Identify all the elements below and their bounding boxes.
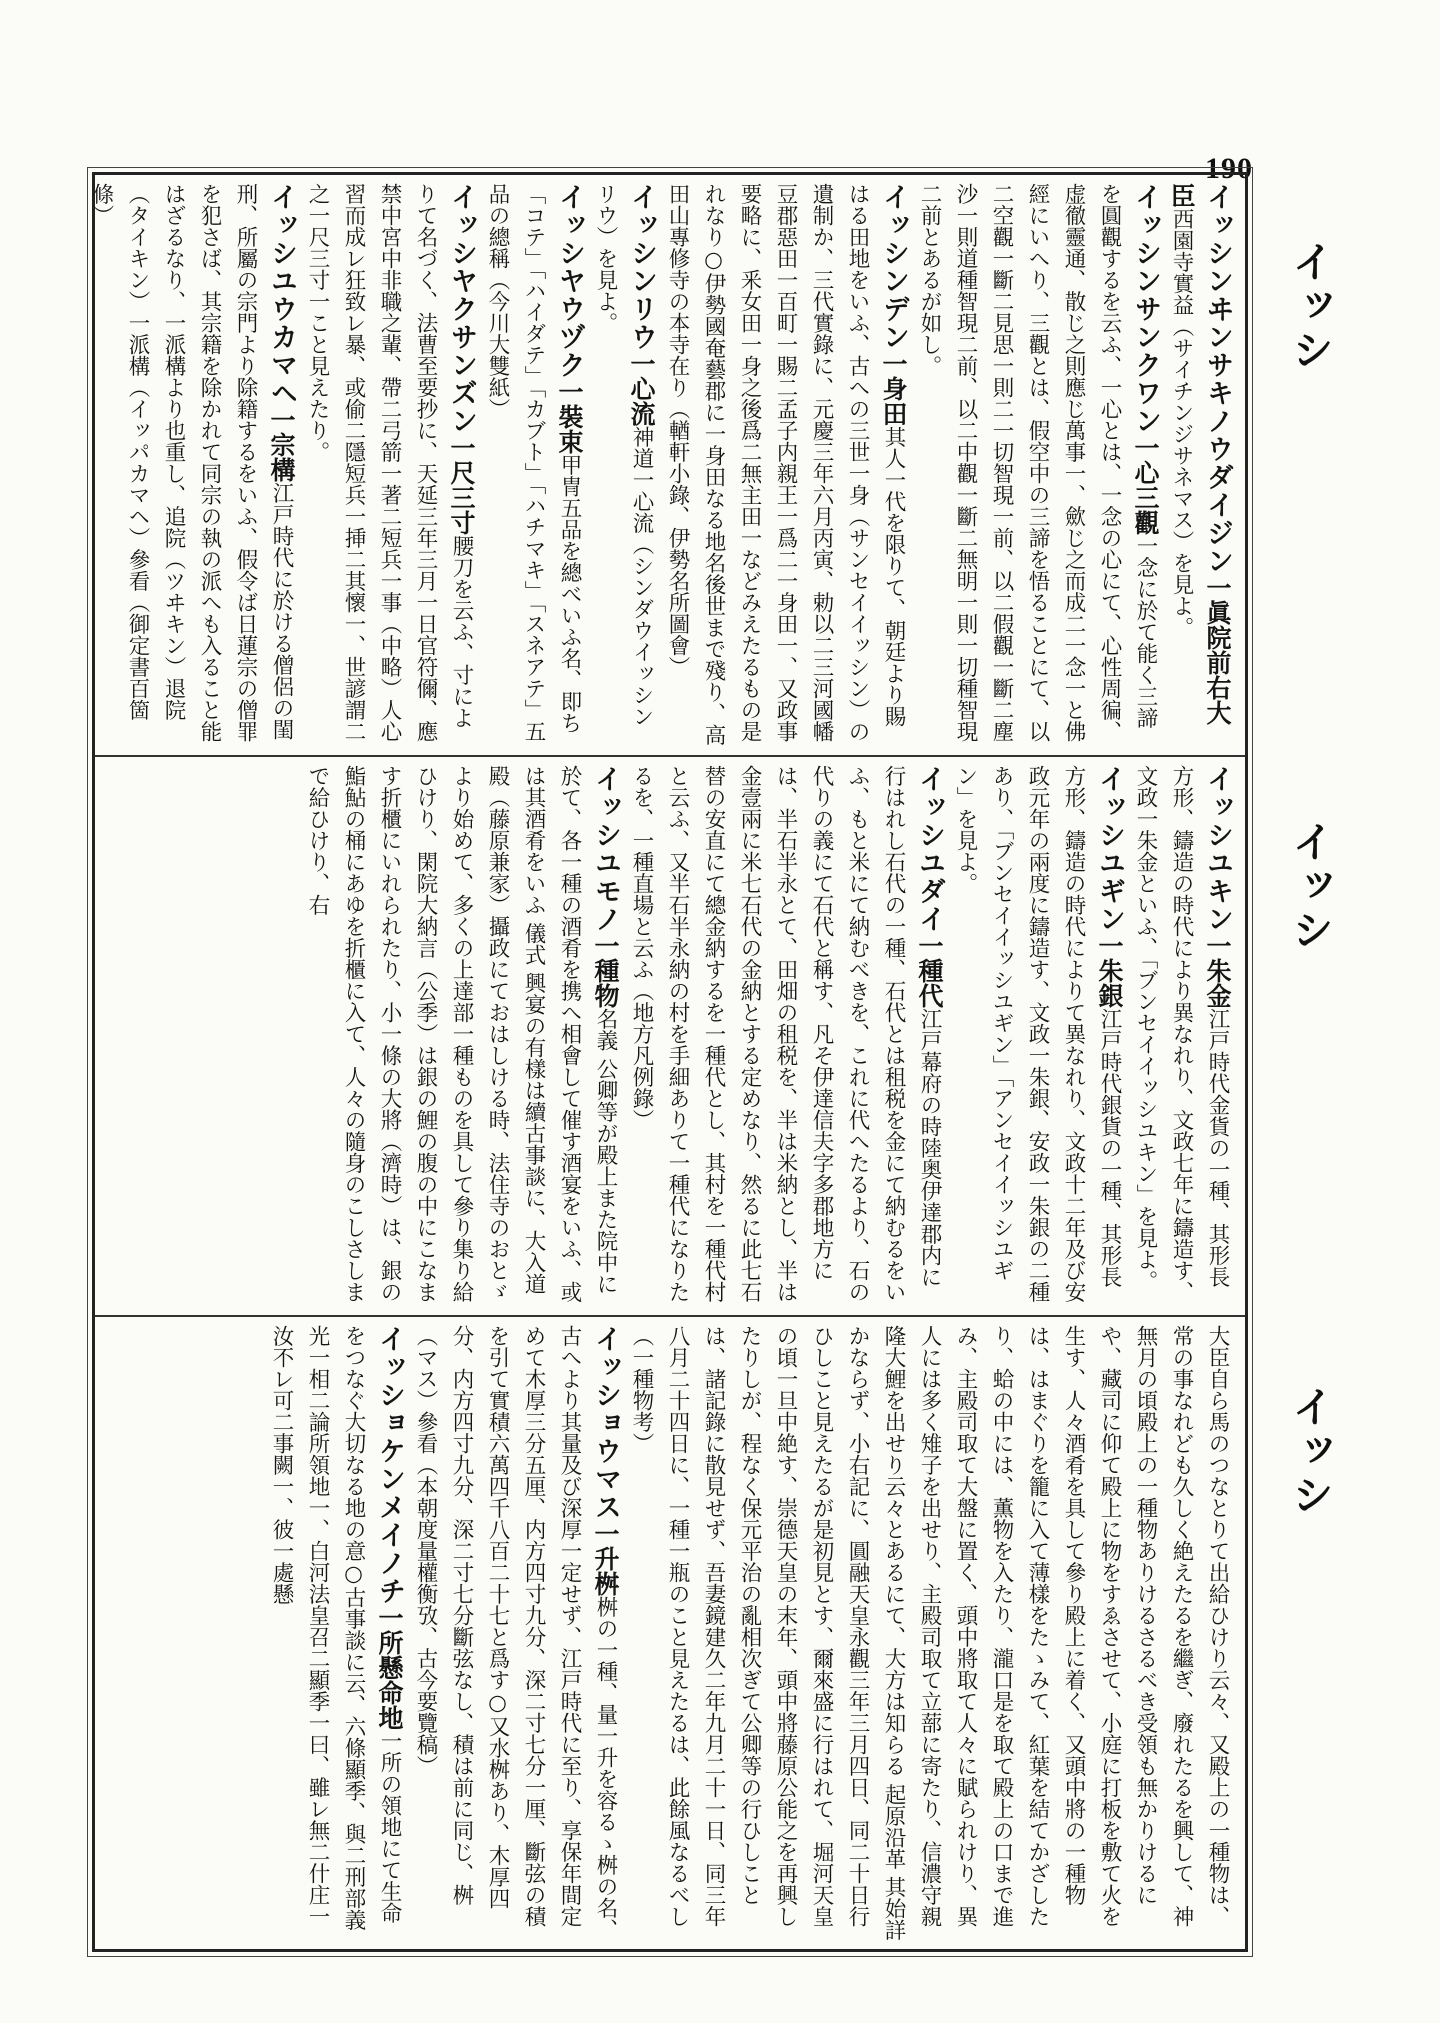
dictionary-entry: [263, 1325, 407, 1941]
entry-text: 一念に於て能く三諦を圓觀するを云ふ、一心とは、一念の心にて、心性周徧、虚徹靈通、散じ之則應じ萬事一、歛じ之而成二一念一と佛經にいへり、三觀とは、假空中の三諦を悟ることにて、以二空觀一斷二見思一則二一切智現一前、以二假觀一斷二塵沙一則道種智現二前、以二中觀一斷二無明一則一切種智現二前とあるが如し。: [917, 183, 1158, 742]
dictionary-entry: [407, 1325, 623, 1941]
dictionary-entry: [623, 765, 947, 1307]
entry-heading: イッシンサンクワン: [1130, 183, 1161, 435]
section-bottom: [95, 1315, 1245, 1949]
dictionary-entry: [299, 765, 623, 1307]
entry-text: 江戸時代金貨の一種、其形長方形、鑄造の時代により異なれり、文政七年に鑄造す、文政一朱金といふ、「ブンセイイッシユキン」を見よ。: [1133, 765, 1230, 1303]
entry-kanji: 一宗構: [267, 407, 296, 482]
entry-heading: イッシユダイ: [914, 765, 945, 933]
entry-text: 腰刀を云ふ、寸によりて名づく、法曹至要抄に、天延三年三月一日官符儞、應禁中宮中非職之輩、帶二弓箭一著二短兵一事（中略）人心習而成レ狂致レ暴、或偷二隱短兵一挿二其懷一、世諺謂二之一尺三寸一こと見えたり。: [305, 183, 474, 742]
dictionary-entry: [479, 183, 587, 747]
dictionary-entry: [623, 1325, 1235, 1941]
dictionary-entry: [299, 183, 479, 747]
entry-kanji: 一心三觀: [1131, 435, 1160, 535]
dictionary-entry: [947, 765, 1127, 1307]
entry-kanji: 一升桝: [591, 1521, 620, 1596]
entry-text: 江戸時代銀貨の一種、其形長方形、鑄造の時代によりて異なれり、文政十二年及び安政元年の兩度に鑄造す、文政一朱銀、安政一朱銀の二種あり、「ブンセイイッシユギン」「アンセイイッシユギン」を見よ。: [953, 765, 1122, 1303]
entry-kanji: 一種代: [915, 933, 944, 1008]
entry-heading: イッシユギン: [1094, 765, 1125, 933]
dictionary-entry: [659, 183, 911, 747]
entry-kanji: 一心流: [627, 351, 656, 426]
entry-text: 其人一代を限りて、朝廷より賜はる田地をいふ、古への三世一身（サンセイイッシン）の遺制か、三代實錄に、元慶三年六月丙寅、勅以二三河國幡豆郡惡田一百町一賜二孟子内親王一爲二一身田一、又政事要略に、釆女田一身之後爲二無主田一などみえたるもの是れなり○伊勢國奄藝郡に一身田なる地名後世まで殘り、高田山專修寺の本寺在り（輶軒小錄、伊勢名所圖會）: [665, 183, 906, 746]
entry-text: 江戸時代に於ける僧侶の閨刑、所屬の宗門より除籍するをいふ、假令ば日蓮宗の僧罪を犯さば、其宗籍を除かれて同宗の執の派へも入ること能はざるなり、一派構より也重し、追院（ツヰキン）退院（タイキン）一派構（イッパカマヘ）參看（御定書百箇條）: [89, 183, 294, 742]
page-number: 190: [1205, 152, 1253, 185]
entry-heading: イッシヤクサンズン: [446, 183, 477, 435]
entry-kanji: 一朱銀: [1095, 933, 1124, 1008]
entry-kanji: 一種物: [591, 933, 620, 1008]
section-marker: イッシ: [1286, 240, 1335, 372]
entry-heading: イッシユモノ: [590, 765, 621, 933]
entry-text: 甲冑五品を總べいふ名、即ち「コテ」「ハイダテ」「カブト」「ハチマキ」「スネアテ」五品の總稱（今川大雙紙）: [485, 183, 582, 742]
dictionary-entry: [587, 183, 659, 747]
entry-text: 桝の一種、量一升を容るゝ桝の名、古へより其量及び深厚一定せず、江戸時代に至り、享保年間定めて木厚三分五厘、内方四寸九分、深二寸七分一厘、斷弦の積を引て實積六萬四千八百二十七と爲す○又水桝あり、木厚四分、内方四寸九分、深二寸七分斷弦なし、積は前に同じ、桝（マス）參看（本朝度量權衡攷、古今要覽稿）: [413, 1325, 618, 1940]
dictionary-entry: [1163, 183, 1235, 747]
entry-heading: イッシヤウヅク: [554, 183, 585, 379]
entry-text: 江戸幕府の時陸奥伊達郡内に行はれし石代の一種、石代とは租税を金にて納むるをいふ、もと米にて納むべきを、これに代へたるより、石の代りの義にて石代と稱す、凡そ伊達信夫字多郡地方には、半石半永とて、田畑の租税を、半は米納とし、半は金壹兩に米七石代の金納とする定めなり、然るに此七石替の安直にて總金納するを一種代とし、其村を一種代村と云ふ、又半石半永納の村を手細ありて一種代になりたるを、一種直場と云ふ（地方凡例錄）: [629, 765, 942, 1303]
section-middle: [95, 755, 1245, 1315]
section-columns: [89, 183, 1235, 747]
entry-kanji: 一身田: [879, 351, 908, 426]
entry-text: 名義 公卿等が殿上また院中に於て、各一種の酒肴を携へ相會して催す酒宴をいふ、或は其酒肴をいふ 儀式 興宴の有樣は續古事談に、大入道殿（藤原兼家）攝政にておはしける時、法住寺のおとゞより始めて、多くの上達部一種ものを具して參り集り給ひけり、閑院大納言（公季）は銀の鯉の腹の中にこなます折櫃にいれられたり、小一條の大將（濟時）は、銀の鮨鮎の桶にあゆを折櫃に入て、人々の隨身のこしさしまで給ひけり、右: [305, 765, 618, 1303]
entry-kanji: 一尺三寸: [447, 435, 476, 535]
dictionary-entry: [1127, 765, 1235, 1307]
entry-kanji: 一眞院前右大臣: [1167, 183, 1232, 725]
entry-heading: イッシユウカマヘ: [266, 183, 297, 407]
entry-heading: イッシンリウ: [626, 183, 657, 351]
entry-text: 神道一心流（シンダウイッシンリウ）を見よ。: [593, 183, 654, 727]
section-top: [89, 175, 1245, 755]
entry-heading: イッショケンメイノチ: [374, 1325, 405, 1605]
entry-heading: イッシンヰンサキノウダイジン: [1202, 183, 1233, 575]
entry-text: 一所の領地にて生命をつなぐ大切なる地の意○古事談に云、六條顯季、與二刑部義光一相二論所領地一、白河法皇召二顯季一曰、雖レ無二什庄一汝不レ可二事闕一、彼一處懸: [269, 1325, 402, 1931]
entry-heading: イッシンデン: [878, 183, 909, 351]
section-columns: [105, 1325, 1235, 1941]
entry-kanji: 一裝束: [555, 379, 584, 454]
section-marker: イッシ: [1286, 1385, 1335, 1517]
page-frame: [89, 172, 1248, 1952]
entry-text: 西園寺實益（サイチンジサネマス）を見よ。: [1169, 208, 1194, 638]
entry-heading: イッシユキン: [1202, 765, 1233, 933]
entry-heading: イッショウマス: [590, 1325, 621, 1521]
dictionary-entry: [83, 183, 299, 747]
entry-kanji: 一所懸命地: [375, 1605, 404, 1730]
section-columns: [105, 765, 1235, 1307]
dictionary-entry: [911, 183, 1163, 747]
section-marker: イッシ: [1286, 820, 1335, 952]
entry-kanji: 一朱金: [1203, 933, 1232, 1008]
entry-text: 大臣自ら馬のつなとりて出給ひけり云々、又殿上の一種物は、常の事なれども久しく絶えたるを繼ぎ、廢れたるを興して、神無月の頃殿上の一種物ありけるさるべき受領も無かりけるにや、藏司に仰て殿上に物をすゑさせて、小庭に打板を敷て火を生す、人々酒肴を具して參り殿上に着く、又頭中將の一種物は、はまぐりを籠に入て薄樣をたゝみて、紅葉を結てかざしたり、蛤の中には、薫物を入たり、瀧口是を取て殿上の口まで進み、主殿司取て大盤に置く、頭中將取て人々に賦られけり、異人には多く雉子を出せり、主殿司取て立蔀に寄たり、信濃守親隆大鯉を出せり云々とあるにて、大方は知らる 起原沿革 其始詳かならず、小右記に、圓融天皇永觀三年三月四日、同二十日行ひしこと見えたるが是初見とす、爾來盛に行はれて、堀河天皇の頃一旦中絶す、崇德天皇の末年、頭中將藤原公能之を再興したりしが、程なく保元平治の亂相次ぎて公卿等の行ひしことは、諸記錄に散見せず、吾妻鏡建久二年九月二十一日、同三年八月二十四日に、一種一瓶のこと見えたるは、此餘風なるべし（一種物考）: [629, 1325, 1230, 1941]
